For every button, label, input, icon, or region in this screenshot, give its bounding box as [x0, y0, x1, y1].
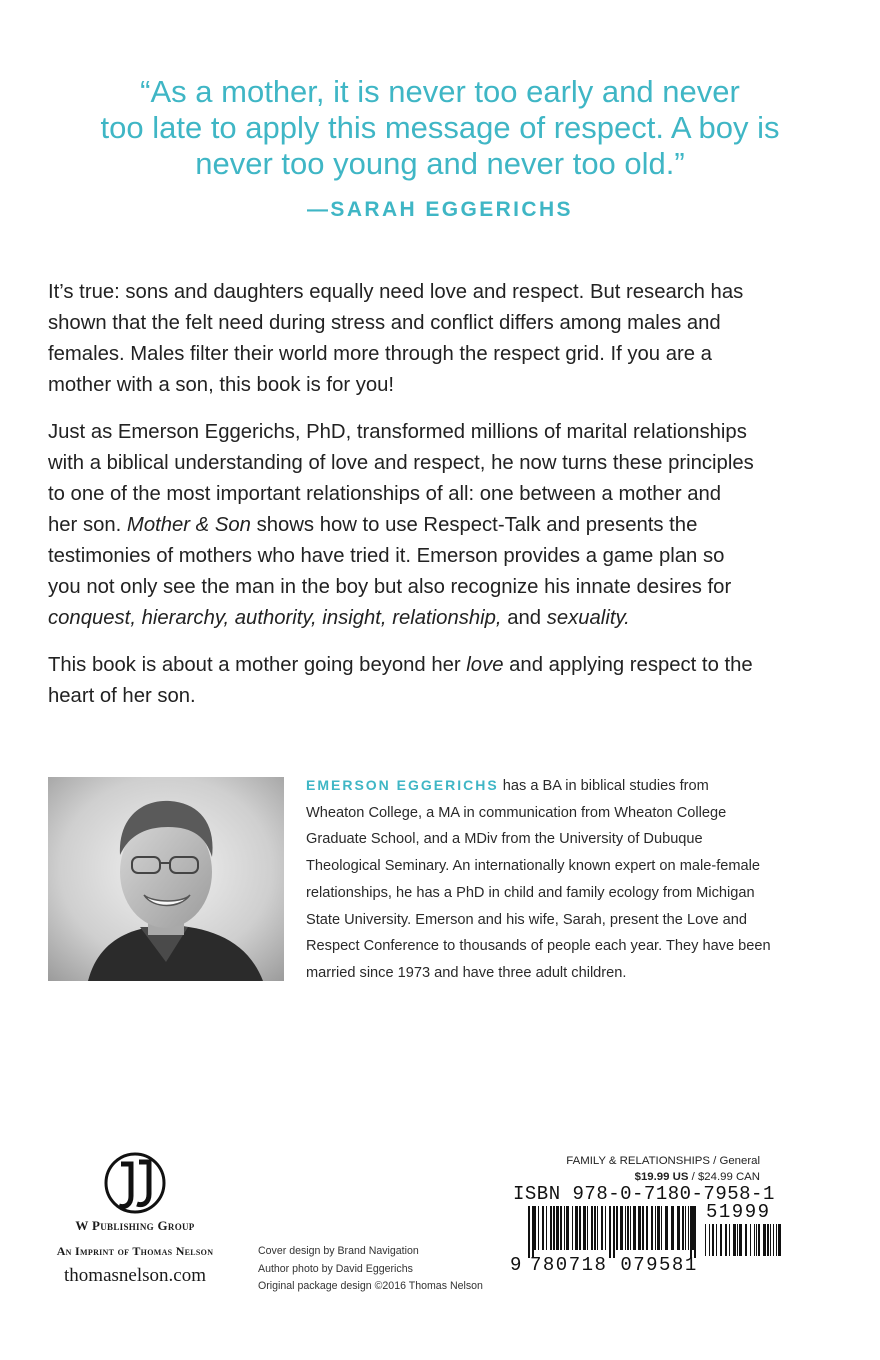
barcode-bar — [712, 1224, 714, 1256]
bio-line: Graduate School, and a MDiv from the University of Dubuque — [306, 831, 703, 848]
barcode-bar — [583, 1206, 586, 1250]
barcode-bar — [688, 1206, 689, 1250]
barcode-bar — [572, 1206, 573, 1250]
barcode-bar — [776, 1224, 777, 1256]
barcode-bar — [642, 1206, 644, 1250]
barcode-bar — [657, 1206, 660, 1250]
text-line — [48, 510, 838, 541]
barcode-bar — [601, 1206, 603, 1250]
quote-line: “As a mother, it is never too early and never — [140, 74, 740, 109]
barcode-bar — [546, 1206, 547, 1250]
barcode-bar — [630, 1206, 631, 1250]
barcode-bar — [579, 1206, 581, 1250]
author-photo — [48, 777, 284, 981]
isbn-label: ISBN 978-0-7180-7958-1 — [513, 1183, 775, 1205]
price-block — [520, 1153, 760, 1185]
barcode-bar — [550, 1206, 552, 1250]
barcode-guard-bar — [613, 1206, 615, 1258]
barcode-bar — [620, 1206, 623, 1250]
barcode-bar — [661, 1206, 662, 1250]
barcode-bar — [754, 1224, 755, 1256]
barcode-bar — [665, 1206, 668, 1250]
barcode-guard-bar — [609, 1206, 611, 1258]
price-separator: / — [688, 1171, 698, 1183]
barcode-bar — [705, 1224, 706, 1256]
category-label: FAMILY & RELATIONSHIPS / General — [566, 1155, 760, 1167]
text-run: shows how to use Respect-Talk and presents the — [250, 514, 698, 536]
barcode-bar — [616, 1206, 618, 1250]
quote-line: too late to apply this message of respect. A boy is — [100, 110, 780, 145]
love-italic: love — [466, 654, 504, 676]
publisher-block — [40, 1150, 230, 1287]
barcode-bar — [633, 1206, 636, 1250]
barcode-guard-bar — [690, 1206, 692, 1258]
barcode-bar — [716, 1224, 717, 1256]
text-line: shown that the felt need during stress and conflict differs among males and — [48, 312, 721, 334]
text-line: you not only see the man in the boy but also recognize his innate desires for — [48, 576, 732, 598]
bio-line: Wheaton College, a MA in communication from Wheaton College — [306, 804, 727, 821]
barcode-bar — [685, 1206, 686, 1250]
price-us: $19.99 US — [634, 1171, 689, 1183]
barcode-bar — [770, 1224, 771, 1256]
barcode-bar — [756, 1224, 757, 1256]
barcode-bar — [733, 1224, 736, 1256]
barcode-bar — [605, 1206, 606, 1250]
barcode-bar — [767, 1224, 769, 1256]
barcode-bar — [591, 1206, 593, 1250]
barcode-bar — [720, 1224, 722, 1256]
bio-line: married since 1973 and have three adult children. — [306, 964, 627, 981]
barcode-bar — [542, 1206, 544, 1250]
barcode-bar — [778, 1224, 781, 1256]
text-line: females. Males filter their world more through the respect grid. If you are a — [48, 343, 712, 365]
barcode-bar — [763, 1224, 766, 1256]
barcode-bar — [553, 1206, 555, 1250]
barcode-bar — [739, 1224, 742, 1256]
description-paragraph-2 — [48, 417, 838, 634]
credit-line: Author photo by David Eggerichs — [258, 1262, 413, 1275]
barcode-bar — [564, 1206, 565, 1250]
text-line: heart of her son. — [48, 685, 196, 707]
barcode-bar — [682, 1206, 684, 1250]
barcode-bar — [556, 1206, 559, 1250]
text-run: has a BA in biblical studies from — [498, 778, 709, 794]
author-portrait-image — [48, 777, 284, 981]
barcode-bar — [758, 1224, 760, 1256]
author-bio — [306, 772, 826, 987]
quote-line: never too young and never too old.” — [195, 146, 685, 181]
barcode-lead-digit: 9 — [510, 1254, 523, 1276]
description-paragraph-3 — [48, 650, 838, 712]
text-run: her son. — [48, 514, 127, 536]
barcode-bar — [566, 1206, 569, 1250]
quote-attribution: —SARAH EGGERICHS — [307, 198, 573, 221]
book-description — [48, 277, 838, 728]
desire-last-italic: sexuality. — [546, 607, 630, 629]
barcode-bar — [625, 1206, 626, 1250]
text-line: It’s true: sons and daughters equally need love and respect. But research has — [48, 281, 744, 303]
text-line: with a biblical understanding of love and respect, he now turns these principles — [48, 452, 754, 474]
bio-line: Theological Seminary. An internationally known expert on male-female — [306, 858, 760, 875]
bio-line: State University. Emerson and his wife, Sarah, present the Love and — [306, 911, 748, 928]
credit-line: Cover design by Brand Navigation — [258, 1245, 419, 1257]
barcode-bar — [677, 1206, 680, 1250]
barcode-bar — [655, 1206, 656, 1250]
bio-line: Respect Conference to thousands of people each year. They have been — [306, 938, 771, 955]
barcode-bar — [575, 1206, 578, 1250]
author-name: EMERSON EGGERICHS — [306, 777, 499, 793]
text-line — [48, 603, 838, 634]
barcode-guard-bar — [532, 1206, 534, 1258]
publisher-logo-icon — [103, 1150, 167, 1216]
barcode-bar — [773, 1224, 774, 1256]
text-line: testimonies of mothers who have tried it. Emerson provides a game plan so — [48, 545, 725, 567]
barcode-addon-digits: 51999 — [706, 1201, 771, 1223]
publisher-website: thomasnelson.com — [64, 1265, 206, 1286]
barcode-main-digits: 780718 079581 — [530, 1254, 698, 1276]
text-line: Just as Emerson Eggerichs, PhD, transformed millions of marital relationships — [48, 421, 747, 443]
barcode-bar — [594, 1206, 596, 1250]
text-line: to one of the most important relationships of all: one between a mother and — [48, 483, 722, 505]
text-line — [48, 650, 838, 681]
text-run: and applying respect to the — [503, 654, 753, 676]
design-credits — [258, 1243, 508, 1296]
barcode-bar — [709, 1224, 710, 1256]
barcode-bar — [627, 1206, 629, 1250]
pull-quote — [60, 74, 820, 182]
price-can: $24.99 CAN — [697, 1171, 760, 1183]
desires-list-italic: conquest, hierarchy, authority, insight, relationship, — [48, 607, 502, 629]
credit-line: Original package design ©2016 Thomas Nelson — [258, 1280, 483, 1292]
book-title-italic: Mother & Son — [126, 514, 251, 536]
publisher-imprint: An Imprint of Thomas Nelson — [56, 1244, 214, 1258]
text-run: and — [501, 607, 547, 629]
barcode-guard-bar — [528, 1206, 530, 1258]
barcode-bar — [597, 1206, 598, 1250]
bio-line: relationships, he has a PhD in child and family ecology from Michigan — [306, 884, 755, 901]
text-line: mother with a son, this book is for you! — [48, 374, 395, 396]
barcode-bar — [587, 1206, 588, 1250]
barcode-bar — [729, 1224, 730, 1256]
text-run: This book is about a mother going beyond her — [48, 654, 467, 676]
barcode-bar — [560, 1206, 562, 1250]
barcode-bar — [671, 1206, 674, 1250]
barcode-bar — [745, 1224, 747, 1256]
barcode-bar — [750, 1224, 751, 1256]
barcode-bar — [646, 1206, 648, 1250]
publisher-name: W Publishing Group — [75, 1218, 195, 1233]
barcode-guard-bar — [694, 1206, 696, 1258]
barcode-bar — [651, 1206, 653, 1250]
barcode-bar — [737, 1224, 738, 1256]
barcode-bar — [538, 1206, 539, 1250]
barcode-bar — [725, 1224, 727, 1256]
bio-line — [306, 772, 826, 800]
description-paragraph-1 — [48, 277, 838, 401]
barcode-bar — [638, 1206, 641, 1250]
barcode-bar — [534, 1206, 536, 1250]
